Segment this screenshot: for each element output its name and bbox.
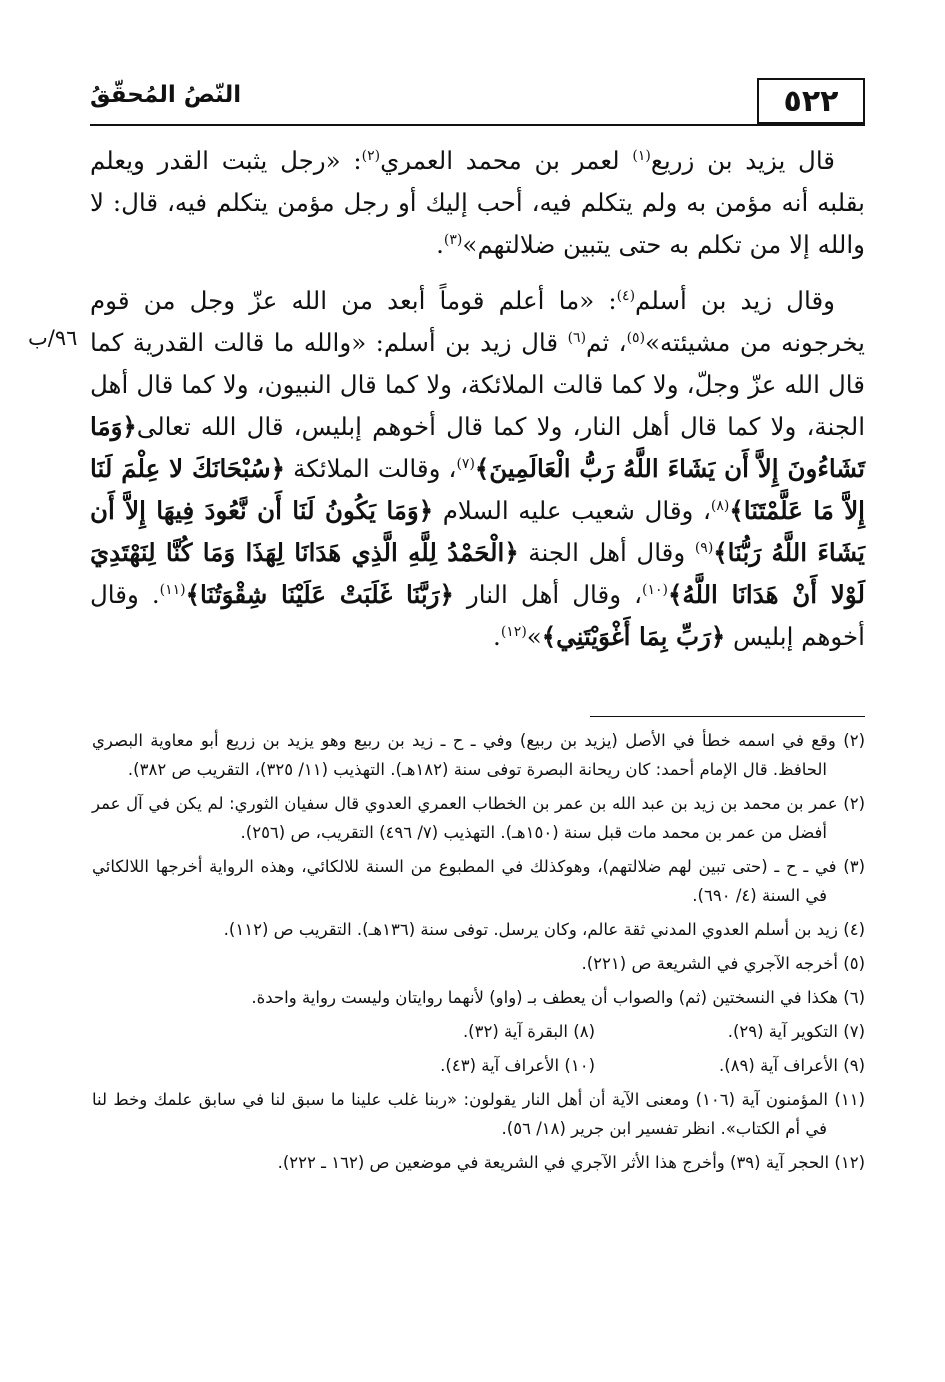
footnote: (٣) في ـ ح ـ (حتى تبين لهم ضلالتهم)، وهوكذلك في المطبوع من السنة للالكائي، وهذه الرواية أخرجها اللالكائي في السنة (٤/ ٦٩٠). [92, 857, 865, 905]
footnote-ref-7: (٧) [456, 455, 475, 472]
footnote-ref-2: (٢) [361, 147, 381, 164]
footnote-ref-1: (١) [632, 147, 651, 164]
running-title: النّصُ المُحقّقُ [90, 82, 242, 108]
p2-text: . [493, 622, 501, 651]
footnote-ref-9: (٩) [694, 539, 714, 556]
page-header [90, 78, 865, 130]
footnote-ref-5: (٥) [626, 329, 646, 346]
p1-text: قال يزيد بن زريع [650, 146, 836, 175]
footnote: (٢) عمر بن محمد بن زيد بن عبد الله بن عمر بن الخطاب العمري العدوي قال سفيان الثوري: لم يكن في آل عمر أفضل من عمر بن محمد مات قبل سنة (١٥٠هـ). التهذيب (٧/ ٤٩٦) التقريب، ص (٢٥٦). [92, 794, 865, 842]
footnote: (٦) هكذا في النسختين (ثم) والصواب أن يعطف بـ (واو) لأنهما روايتان وليست رواية واحدة. [251, 988, 865, 1007]
footnote-row [92, 1051, 865, 1080]
p1-text: لعمر بن محمد العمري [380, 146, 633, 175]
p2-text: وقال أهل الجنة [518, 538, 695, 567]
page-number: ٥٢٢ [757, 78, 865, 124]
footnote: (١١) المؤمنون آية (١٠٦) ومعنى الآية أن أهل النار يقولون: «ربنا غلب علينا ما سبق لنا في سابق علمك وخط لنا في أم الكتاب». انظر تفسير ابن جرير (١٨/ ٥٦). [92, 1090, 865, 1138]
main-text [90, 140, 865, 658]
p2-text: ، وقال أهل النار [453, 580, 642, 609]
footnote: (١٢) الحجر آية (٣٩) وأخرج هذا الأثر الآجري في الشريعة في موضعين ص (١٦٢ ـ ٢٢٢). [277, 1153, 865, 1172]
p2-text: ، ثم [586, 328, 627, 357]
p1-text: . [436, 230, 444, 259]
quran-quote: ﴿سُبْحَانَكَ لا عِلْمَ لَنَا إِلاَّ مَا عَلَّمْتَنَا﴾ [90, 454, 865, 525]
quran-quote: ﴿وَمَا تَشَاءُونَ إِلاَّ أَن يَشَاءَ اللَّهُ رَبُّ الْعَالَمِينَ﴾ [90, 412, 865, 483]
p2-text: : «ما أعلم قوماً أبعد من الله عزّ وجل من قوم يخرجونه من مشيئته» [90, 286, 865, 357]
footnote-ref-11: (١١) [159, 581, 186, 598]
p2-text: ، وقال شعيب عليه السلام [433, 496, 711, 525]
quran-quote: ﴿وَمَا يَكُونُ لَنَا أَن نَّعُودَ فِيهَا إِلاَّ أَن يَشَاءَ اللَّهُ رَبُّنَا﴾ [90, 496, 866, 567]
footnote: (١٠) الأعراف آية (٤٣). [440, 1056, 595, 1075]
footnote: (٨) البقرة آية (٣٢). [462, 1022, 595, 1041]
quran-quote: ﴿الْحَمْدُ لِلَّهِ الَّذِي هَدَانَا لِهَذَا وَمَا كُنَّا لِنَهْتَدِيَ لَوْلا أَنْ هَدَانَا اللَّهُ﴾ [90, 538, 865, 609]
paragraph-2 [90, 280, 865, 658]
p2-text: . وقال أخوهم إبليس [90, 580, 865, 651]
p2-text: قال زيد بن أسلم: «والله ما قالت القدرية كما قال الله عزّ وجلّ، ولا كما قالت الملائكة، ولا كما قال النبيون، ولا كما قال أهل الجنة، ولا كما قال أهل النار، ولا كما قال أخوهم إبليس، قال الله تعالى [90, 328, 865, 441]
footnote-ref-4: (٤) [616, 287, 636, 304]
footnote-row [92, 1017, 865, 1046]
footnote: (٥) أخرجه الآجري في الشريعة ص (٢٢١). [581, 954, 865, 973]
footnote-ref-12: (١٢) [500, 623, 527, 640]
p2-text: » [526, 622, 542, 651]
p2-text: ، وقالت الملائكة [285, 454, 457, 483]
p2-text: وقال زيد بن أسلم [635, 286, 835, 315]
footnote: (٧) التكوير آية (٢٩). [727, 1022, 865, 1041]
quran-quote: ﴿رَبِّ بِمَا أَغْوَيْتَنِي﴾ [541, 622, 726, 651]
footnote-ref-3: (٣) [443, 231, 463, 248]
p1-text: : «رجل يثبت القدر ويعلم بقلبه أنه مؤمن به ولم يتكلم فيه، أحب إليك أو رجل مؤمن يتكلم فيه، قال: لا والله إلا من تكلم به حتى يتبين ضلالتهم» [90, 146, 865, 259]
footnote-ref-8: (٨) [710, 497, 730, 514]
header-rule [90, 124, 865, 126]
footnote: (٢) وقع في اسمه خطأ في الأصل (يزيد بن ربيع) وفي ـ ح ـ زيد بن ربيع وهو يزيد بن زريع أبو معاوية البصري الحافظ. قال الإمام أحمد: كان ريحانة البصرة توفى سنة (١٨٢هـ). التهذيب (١١/ ٣٢٥)، التقريب ص ٣٨٢). [92, 731, 865, 779]
manuscript-folio-note: ٩٦/ب [28, 326, 78, 350]
footnote-ref-10: (١٠) [642, 581, 668, 598]
footnote: (٤) زيد بن أسلم العدوي المدني ثقة عالم، وكان يرسل. توفى سنة (١٣٦هـ). التقريب ص (١١٢). [223, 920, 865, 939]
footnote: (٩) الأعراف آية (٨٩). [719, 1056, 865, 1075]
footnotes [92, 726, 865, 1182]
footnote-ref-6: (٦) [567, 329, 587, 346]
paragraph-1 [90, 140, 865, 266]
footnote-separator [590, 716, 865, 717]
quran-quote: ﴿رَبَّنَا غَلَبَتْ عَلَيْنَا شِقْوَتُنَا﴾ [185, 580, 454, 609]
